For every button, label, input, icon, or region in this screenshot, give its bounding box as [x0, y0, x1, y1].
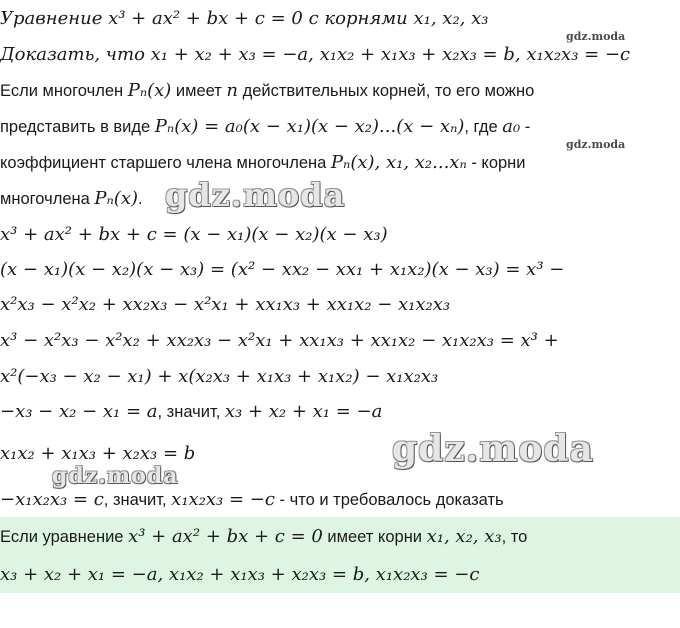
- theory-text: коэффициент старшего члена многочлена: [0, 154, 331, 172]
- theory-text: действительных корней, то его можно: [238, 82, 535, 100]
- identity-line: [0, 224, 388, 246]
- factorization-formula: Pₙ(x) = a₀(x − x₁)(x − x₂)...(x − xₙ): [154, 116, 465, 137]
- coef-b-line: [0, 443, 195, 465]
- equation-statement: Уравнение x³ + ax² + bx + c = 0 с корнями x₁, x₂, x₃: [0, 8, 489, 29]
- equation-line: [0, 8, 488, 30]
- vieta-formulas: x₃ + x₂ + x₁ = −a, x₁x₂ + x₁x₃ + x₂x₃ = b, x₁x₂x₃ = −c: [0, 564, 480, 585]
- watermark-small-2: gdz.moda: [566, 138, 626, 151]
- watermark-big-2: gdz.moda: [392, 428, 594, 470]
- theory-text: многочлена: [0, 190, 95, 208]
- polynomial-symbol: Pₙ(x): [94, 188, 138, 209]
- theory-text: -: [520, 118, 531, 136]
- cubic-equation: x³ + ax² + bx + c = 0: [128, 526, 323, 547]
- coef-c-formula: −x₁x₂x₃ = c: [0, 489, 104, 510]
- coef-c-line: [0, 489, 504, 511]
- conclusion-text: Если уравнение: [0, 528, 129, 546]
- expansion-formula: x²x₃ − x²x₂ + xx₂x₃ − x²x₁ + xx₁x₃ + xx₁x₂ − x₁x₂x₃: [0, 294, 451, 315]
- theory-line-4: [0, 188, 143, 210]
- conclusion-line-2: [0, 564, 479, 586]
- identity-formula: x³ + ax² + bx + c = (x − x₁)(x − x₂)(x − x₃): [0, 224, 388, 245]
- theory-text: , значит,: [103, 491, 172, 509]
- theory-text: Если многочлен: [0, 82, 128, 100]
- grouped-formula: x²(−x₃ − x₂ − x₁) + x(x₂x₃ + x₁x₃ + x₁x₂) − x₁x₂x₃: [0, 366, 439, 387]
- theory-text: имеет: [171, 82, 227, 100]
- conclusion-text: имеет корни: [322, 528, 427, 546]
- qed-text: - что и требовалось доказать: [274, 491, 504, 509]
- expansion-line-2: [0, 294, 450, 316]
- theory-text: , где: [464, 118, 503, 136]
- polynomial-symbol: Pₙ(x): [127, 80, 172, 101]
- theory-line-3: [0, 152, 526, 174]
- conclusion-text: , то: [501, 528, 528, 546]
- expansion-formula: (x − x₁)(x − x₂)(x − x₃) = (x² − xx₂ − xx₁ + x₁x₂)(x − x₃) = x³ −: [0, 259, 565, 280]
- watermark-big-3: gdz.moda: [52, 463, 179, 489]
- expansion-line-1: [0, 259, 564, 281]
- watermark-small-1: gdz.moda: [566, 30, 626, 43]
- theory-text: представить в виде: [0, 118, 155, 136]
- expansion-formula: x³ − x²x₃ − x²x₂ + xx₂x₃ − x²x₁ + xx₁x₃ + xx₁x₂ − x₁x₂x₃ = x³ +: [0, 330, 559, 351]
- prove-statement: Доказать, что x₁ + x₂ + x₃ = −a, x₁x₂ + x₁x₃ + x₂x₃ = b, x₁x₂x₃ = −c: [0, 44, 631, 65]
- watermark-big-1: gdz.moda: [165, 176, 346, 214]
- degree-symbol: n: [226, 80, 238, 101]
- expansion-line-4: [0, 366, 438, 388]
- theory-text: , значит,: [157, 403, 225, 421]
- product-roots-formula: x₁x₂x₃ = −c: [171, 489, 275, 510]
- coef-a-line: [0, 401, 382, 423]
- leading-coef-symbol: a₀: [502, 116, 521, 137]
- expansion-line-3: [0, 330, 559, 352]
- theory-text: - корни: [466, 154, 526, 172]
- coef-b-formula: x₁x₂ + x₁x₃ + x₂x₃ = b: [0, 443, 196, 464]
- roots-list: x₁, x₂, x₃: [426, 526, 502, 547]
- theory-text: .: [138, 190, 143, 208]
- theory-line-2: [0, 116, 530, 138]
- conclusion-line-1: [0, 526, 527, 548]
- prove-line: [0, 44, 630, 66]
- roots-symbols: Pₙ(x), x₁, x₂...xₙ: [330, 152, 467, 173]
- sum-roots-formula: x₃ + x₂ + x₁ = −a: [224, 401, 383, 422]
- coef-a-formula: −x₃ − x₂ − x₁ = a: [0, 401, 158, 422]
- theory-line-1: [0, 80, 534, 102]
